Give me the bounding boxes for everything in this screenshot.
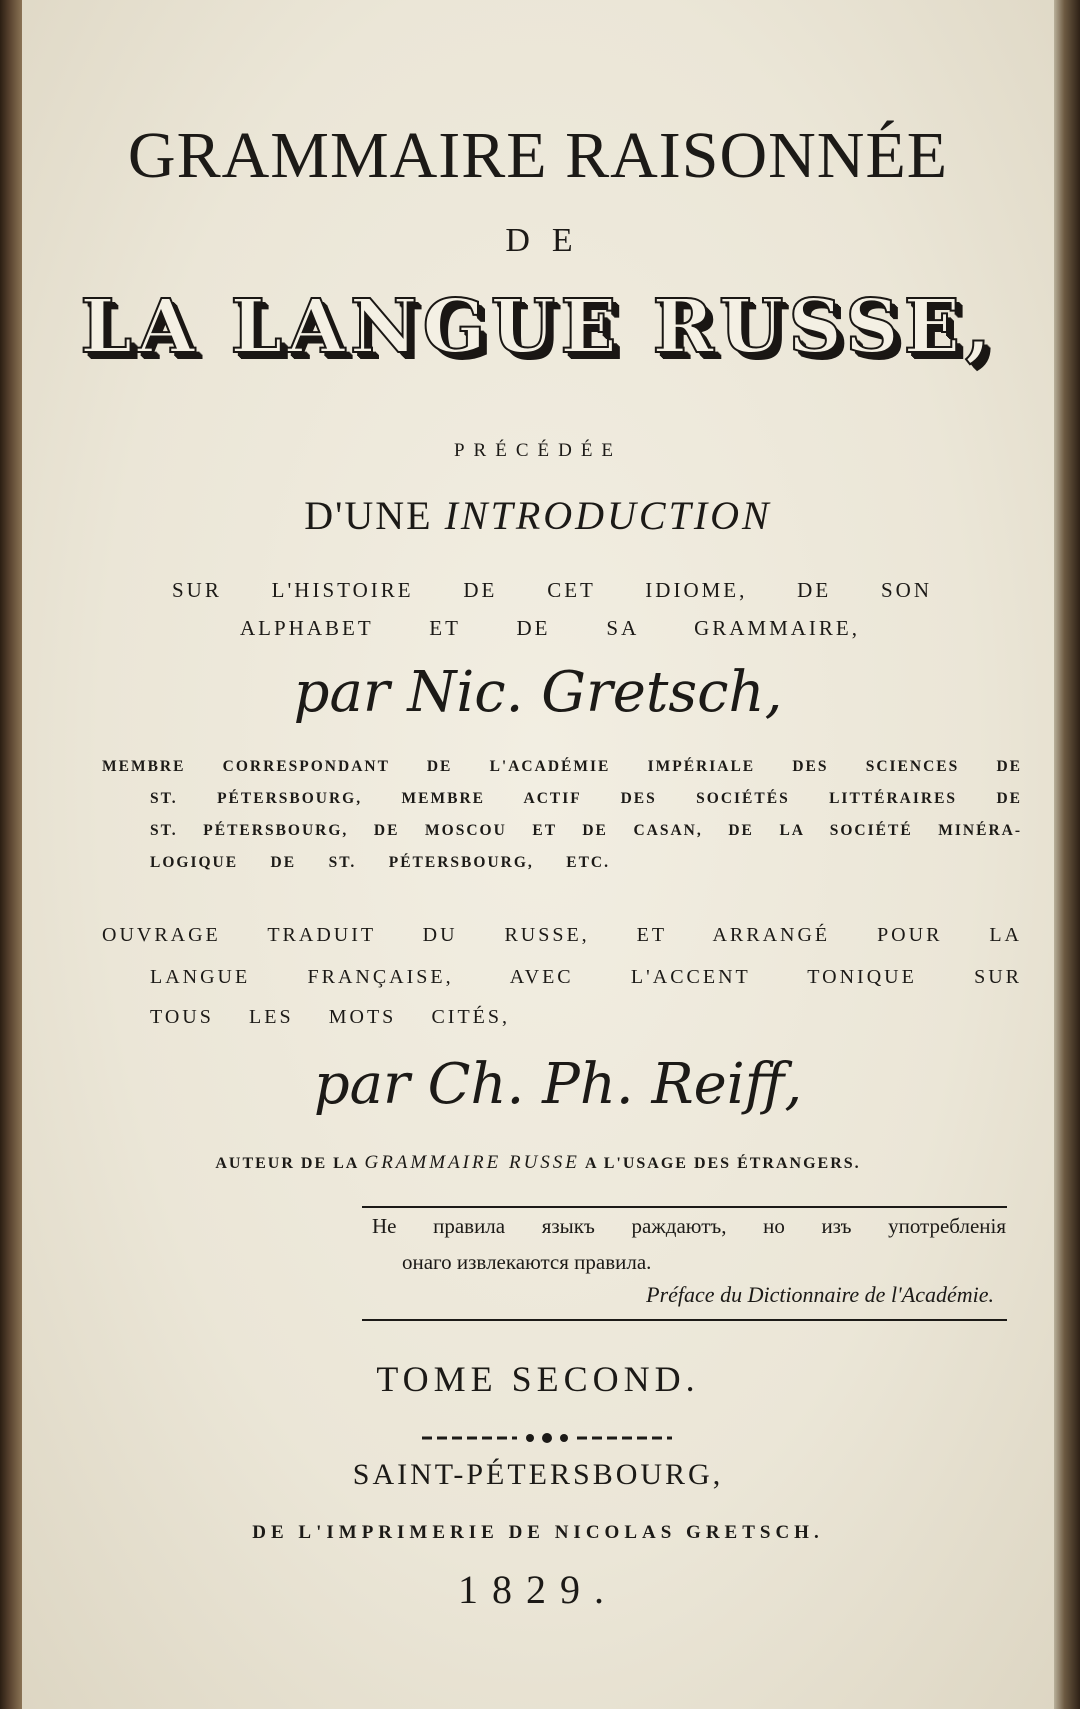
auteur-line: [22, 1152, 1054, 1174]
epigraph-line-2: онаго извлекаются правила.: [402, 1250, 652, 1274]
ouvrage-line-1: OUVRAGE TRADUIT DU RUSSE, ET ARRANGÉ POUR LA: [102, 924, 1022, 946]
title-page: [22, 0, 1054, 1709]
introduction-prefix: D'UNE: [304, 493, 445, 538]
epigraph-top-rule: [362, 1206, 1007, 1208]
epigraph-source: Préface du Dictionnaire de l'Académie.: [646, 1282, 994, 1307]
introduction-word: INTRODUCTION: [444, 493, 772, 538]
membership-line-3: ST. PÉTERSBOURG, DE MOSCOU ET DE CASAN, DE LA SOCIÉTÉ MINÉRA-: [150, 822, 1022, 839]
ouvrage-line-2: LANGUE FRANÇAISE, AVEC L'ACCENT TONIQUE SUR: [150, 966, 1022, 988]
book-binding-left: [0, 0, 22, 1709]
auteur-suffix: A L'USAGE DES ÉTRANGERS.: [579, 1155, 861, 1172]
imprint-printer: DE L'IMPRIMERIE DE NICOLAS GRETSCH.: [252, 1522, 824, 1543]
membership-line-4: LOGIQUE DE ST. PÉTERSBOURG, ETC.: [150, 854, 610, 871]
subject-line-1: SUR L'HISTOIRE DE CET IDIOME, DE SON: [172, 578, 932, 602]
title-line-2: LA LANGUE RUSSE,: [80, 284, 996, 370]
translator-signature: par Ch. Ph. Reiff,: [313, 1052, 803, 1117]
title-de: DE: [505, 222, 595, 259]
title-line-1: GRAMMAIRE RAISONNÉE: [127, 119, 949, 192]
membership-line-1: MEMBRE CORRESPONDANT DE L'ACADÉMIE IMPÉRIALE DES SCIENCES DE: [102, 758, 1022, 775]
author-signature: par Nic. Gretsch,: [293, 660, 783, 725]
imprint-city: SAINT-PÉTERSBOURG,: [352, 1458, 724, 1491]
ornament-divider: [422, 1430, 672, 1446]
subject-line-2: ALPHABET ET DE SA GRAMMAIRE,: [240, 616, 860, 640]
ouvrage-line-3: TOUS LES MOTS CITÉS,: [150, 1006, 510, 1028]
precedee-label: PRÉCÉDÉE: [453, 440, 623, 461]
tome-label: TOME SECOND.: [376, 1359, 700, 1399]
epigraph-line-1: Не правила языкъ раждаютъ, но изъ употребленія: [372, 1214, 1006, 1238]
imprint-year: 1829.: [458, 1567, 618, 1612]
auteur-title: GRAMMAIRE RUSSE: [364, 1152, 580, 1173]
book-binding-right: [1054, 0, 1080, 1709]
auteur-prefix: AUTEUR DE LA: [215, 1155, 365, 1172]
epigraph-bottom-rule: [362, 1319, 1007, 1321]
introduction-heading: [22, 492, 1054, 539]
membership-line-2: ST. PÉTERSBOURG, MEMBRE ACTIF DES SOCIÉTÉS LITTÉRAIRES DE: [150, 790, 1022, 807]
